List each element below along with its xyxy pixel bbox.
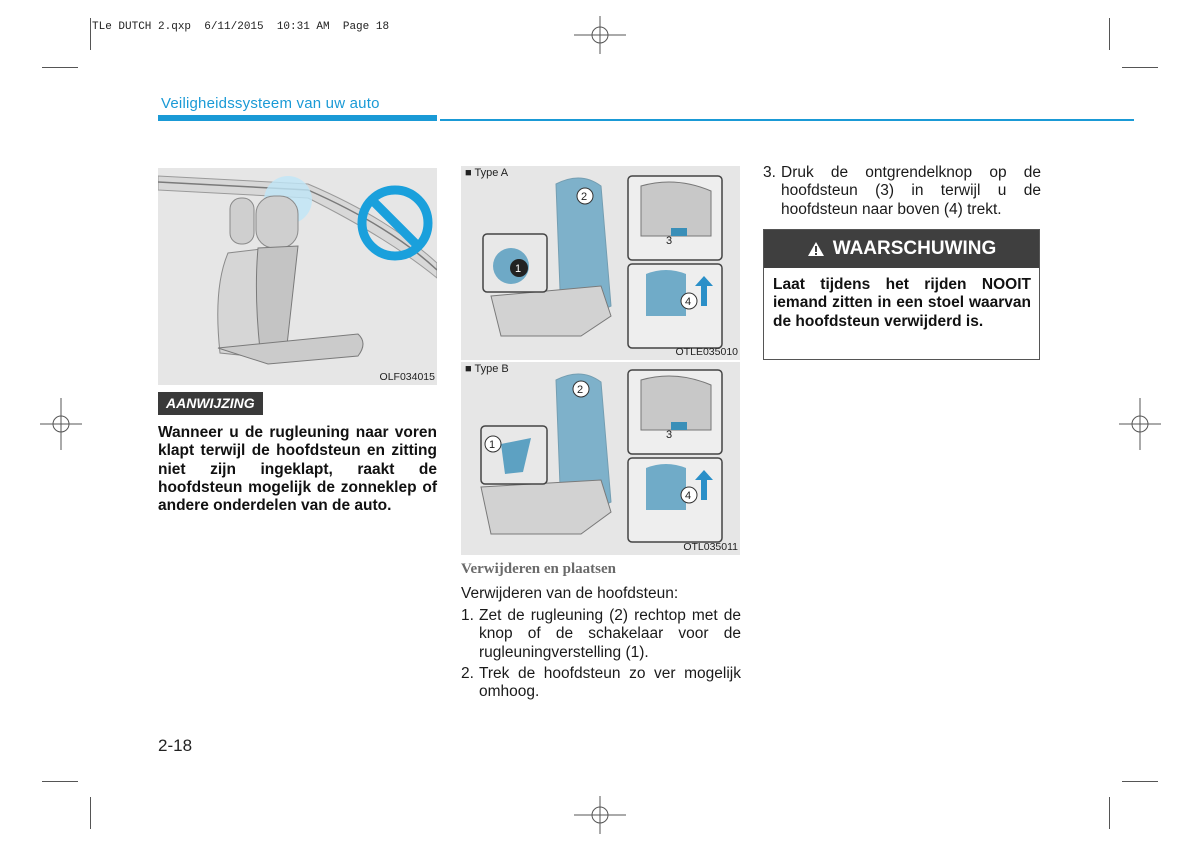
crop-mark (90, 18, 91, 50)
warning-triangle-icon (807, 241, 825, 257)
note-text: Wanneer u de rugleuning naar voren klapt terwijl de hoofdsteun en zitting niet zijn ingeklapt, raakt de hoofdsteun mogelijk de zonneklep of andere onderdelen van de auto. (158, 424, 437, 515)
sub-heading: Verwijderen en plaatsen (461, 561, 616, 577)
figure-seat-headrest-contact (158, 168, 437, 385)
step-3 (763, 164, 1041, 219)
section-title: Veiligheidssysteem van uw auto (161, 95, 380, 112)
warning-box (763, 229, 1040, 360)
figure-code: OTLE035010 (675, 346, 738, 358)
warning-header (764, 230, 1039, 268)
figure-code: OLF034015 (379, 371, 435, 383)
callout-1: 1 (489, 439, 496, 451)
seat-type-b-illustration (461, 362, 740, 555)
step-1 (461, 607, 741, 662)
crop-mark (1122, 781, 1158, 782)
figure-type-b (461, 362, 740, 555)
crop-mark (1109, 18, 1110, 50)
callout-3: 3 (666, 429, 673, 441)
section-rule-thin (440, 119, 1134, 121)
step-2 (461, 665, 741, 702)
registration-mark-top (574, 16, 626, 54)
type-label: ■ Type B (465, 363, 509, 375)
section-rule-thick (158, 115, 437, 121)
step-number: 3. (763, 164, 776, 181)
callout-3: 3 (666, 235, 673, 247)
callout-2: 2 (577, 384, 584, 396)
seat-type-a-illustration (461, 166, 740, 360)
type-label: ■ Type A (465, 167, 509, 179)
crop-mark (90, 797, 91, 829)
registration-mark-left (40, 398, 82, 450)
step-text: Trek de hoofdsteun zo ver mogelijk omhoog. (479, 665, 741, 701)
note-badge: AANWIJZING (158, 392, 263, 415)
callout-1: 1 (515, 263, 522, 275)
warning-title: WAARSCHUWING (832, 238, 997, 259)
crop-mark (42, 781, 78, 782)
step-text: Zet de rugleuning (2) rechtop met de knop of de schakelaar voor de rugleuningverstelling (1). (479, 607, 741, 661)
warning-text: Laat tijdens het rijden NOOIT iemand zitten in een stoel waarvan de hoofdsteun verwijderd is. (773, 276, 1031, 330)
crop-mark (1122, 67, 1158, 68)
callout-4: 4 (685, 296, 692, 308)
page-number: 2-18 (158, 736, 193, 755)
removal-intro: Verwijderen van de hoofdsteun: (461, 585, 679, 602)
figure-code: OTL035011 (683, 541, 738, 553)
registration-mark-bottom (574, 796, 626, 834)
callout-2: 2 (581, 191, 588, 203)
callout-4: 4 (685, 490, 692, 502)
print-header: TLe DUTCH 2.qxp 6/11/2015 10:31 AM Page 18 (92, 21, 390, 33)
step-text: Druk de ontgrendelknop op de hoofdsteun (3) in terwijl u de hoofdsteun naar boven (4) trekt. (781, 164, 1041, 218)
figure-type-a (461, 166, 740, 360)
seat-illustration (158, 168, 437, 385)
crop-mark (42, 67, 78, 68)
step-number: 1. (461, 607, 474, 624)
registration-mark-right (1119, 398, 1161, 450)
step-number: 2. (461, 665, 474, 682)
crop-mark (1109, 797, 1110, 829)
